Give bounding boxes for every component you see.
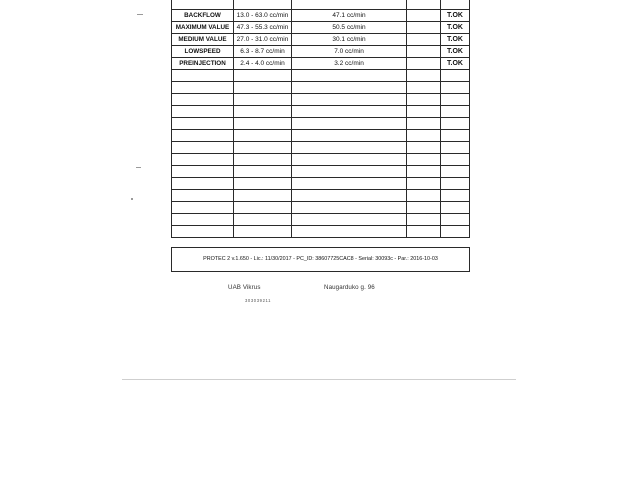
range-cell <box>234 106 292 118</box>
table-row <box>172 214 470 226</box>
test-name-cell <box>172 130 234 142</box>
extra-cell <box>407 94 441 106</box>
result-cell: T.OK <box>441 22 470 34</box>
table-row <box>172 94 470 106</box>
extra-cell <box>407 22 441 34</box>
extra-cell <box>407 166 441 178</box>
scan-mark <box>136 167 141 168</box>
extra-cell <box>407 130 441 142</box>
range-cell <box>234 190 292 202</box>
table-row <box>172 0 470 10</box>
extra-cell <box>407 46 441 58</box>
measured-value-cell <box>292 190 407 202</box>
test-name-cell <box>172 82 234 94</box>
measured-value-cell: 50.5 cc/min <box>292 22 407 34</box>
result-cell: T.OK <box>441 10 470 22</box>
measured-value-cell <box>292 130 407 142</box>
extra-cell <box>407 178 441 190</box>
test-name-cell <box>172 154 234 166</box>
range-cell <box>234 226 292 238</box>
test-name-cell <box>172 142 234 154</box>
range-cell <box>234 118 292 130</box>
table-row <box>172 166 470 178</box>
range-cell <box>234 94 292 106</box>
range-cell <box>234 130 292 142</box>
measured-value-cell <box>292 142 407 154</box>
measured-value-cell <box>292 82 407 94</box>
range-cell <box>234 214 292 226</box>
test-name-cell <box>172 118 234 130</box>
extra-cell <box>407 118 441 130</box>
test-name-cell <box>172 166 234 178</box>
extra-cell <box>407 214 441 226</box>
table-row <box>172 34 470 46</box>
table-row <box>172 142 470 154</box>
result-cell <box>441 0 470 10</box>
extra-cell <box>407 190 441 202</box>
range-cell <box>234 154 292 166</box>
result-cell <box>441 202 470 214</box>
range-cell: 13.0 - 63.0 cc/min <box>234 10 292 22</box>
measured-value-cell <box>292 226 407 238</box>
extra-cell <box>407 106 441 118</box>
measured-value-cell: 7.0 cc/min <box>292 46 407 58</box>
extra-cell <box>407 34 441 46</box>
range-cell: 6.3 - 8.7 cc/min <box>234 46 292 58</box>
table-row <box>172 118 470 130</box>
result-cell <box>441 214 470 226</box>
measured-value-cell <box>292 118 407 130</box>
test-name-cell: MEDIUM VALUE <box>172 34 234 46</box>
test-name-cell <box>172 226 234 238</box>
range-cell <box>234 0 292 10</box>
range-cell: 47.3 - 55.3 cc/min <box>234 22 292 34</box>
device-info-box <box>171 247 470 272</box>
test-results-table <box>171 0 470 238</box>
test-name-cell: LOWSPEED <box>172 46 234 58</box>
test-name-cell <box>172 178 234 190</box>
table-row <box>172 46 470 58</box>
test-name-cell <box>172 70 234 82</box>
measured-value-cell: 30.1 cc/min <box>292 34 407 46</box>
measured-value-cell <box>292 106 407 118</box>
measured-value-cell: 47.1 cc/min <box>292 10 407 22</box>
extra-cell <box>407 142 441 154</box>
table-row <box>172 178 470 190</box>
extra-cell <box>407 70 441 82</box>
range-cell <box>234 178 292 190</box>
table-row <box>172 130 470 142</box>
result-cell <box>441 190 470 202</box>
range-cell <box>234 82 292 94</box>
test-name-cell <box>172 190 234 202</box>
address-stamp: Naugarduko g. 96 <box>324 284 375 291</box>
scan-mark <box>137 14 143 15</box>
table-row <box>172 22 470 34</box>
test-results-body <box>172 0 470 238</box>
measured-value-cell <box>292 214 407 226</box>
test-name-cell <box>172 94 234 106</box>
result-cell <box>441 82 470 94</box>
scan-edge-line <box>122 379 516 380</box>
table-row <box>172 190 470 202</box>
measured-value-cell <box>292 94 407 106</box>
result-cell: T.OK <box>441 58 470 70</box>
test-name-cell <box>172 0 234 10</box>
result-cell <box>441 226 470 238</box>
extra-cell <box>407 154 441 166</box>
range-cell: 2.4 - 4.0 cc/min <box>234 58 292 70</box>
test-name-cell: MAXIMUM VALUE <box>172 22 234 34</box>
range-cell <box>234 166 292 178</box>
range-cell: 27.0 - 31.0 cc/min <box>234 34 292 46</box>
table-row <box>172 154 470 166</box>
device-info-text: PROTEC 2 v.1.650 - Lic.: 11/30/2017 - PC_ID: 38607725CAC8 - Serial: 30093c - Par.: 2016-10-03 <box>203 256 438 262</box>
table-row <box>172 106 470 118</box>
test-name-cell: PREINJECTION <box>172 58 234 70</box>
test-name-cell <box>172 202 234 214</box>
result-cell <box>441 130 470 142</box>
scan-mark <box>131 198 133 200</box>
test-name-cell <box>172 214 234 226</box>
measured-value-cell <box>292 154 407 166</box>
result-cell <box>441 178 470 190</box>
table-row <box>172 58 470 70</box>
result-cell <box>441 154 470 166</box>
extra-cell <box>407 226 441 238</box>
table-row <box>172 70 470 82</box>
company-code-stamp: 303039211 <box>245 298 272 303</box>
result-cell <box>441 118 470 130</box>
range-cell <box>234 142 292 154</box>
extra-cell <box>407 10 441 22</box>
range-cell <box>234 70 292 82</box>
result-cell <box>441 142 470 154</box>
company-stamp: UAB Vikrus <box>228 284 261 291</box>
extra-cell <box>407 0 441 10</box>
measured-value-cell <box>292 0 407 10</box>
extra-cell <box>407 202 441 214</box>
extra-cell <box>407 58 441 70</box>
measured-value-cell <box>292 70 407 82</box>
result-cell <box>441 70 470 82</box>
extra-cell <box>407 82 441 94</box>
result-cell <box>441 106 470 118</box>
measured-value-cell: 3.2 cc/min <box>292 58 407 70</box>
result-cell <box>441 166 470 178</box>
result-cell <box>441 94 470 106</box>
measured-value-cell <box>292 178 407 190</box>
table-row <box>172 10 470 22</box>
measured-value-cell <box>292 202 407 214</box>
measured-value-cell <box>292 166 407 178</box>
table-row <box>172 226 470 238</box>
test-name-cell <box>172 106 234 118</box>
result-cell: T.OK <box>441 34 470 46</box>
table-row <box>172 202 470 214</box>
table-row <box>172 82 470 94</box>
range-cell <box>234 202 292 214</box>
result-cell: T.OK <box>441 46 470 58</box>
test-name-cell: BACKFLOW <box>172 10 234 22</box>
